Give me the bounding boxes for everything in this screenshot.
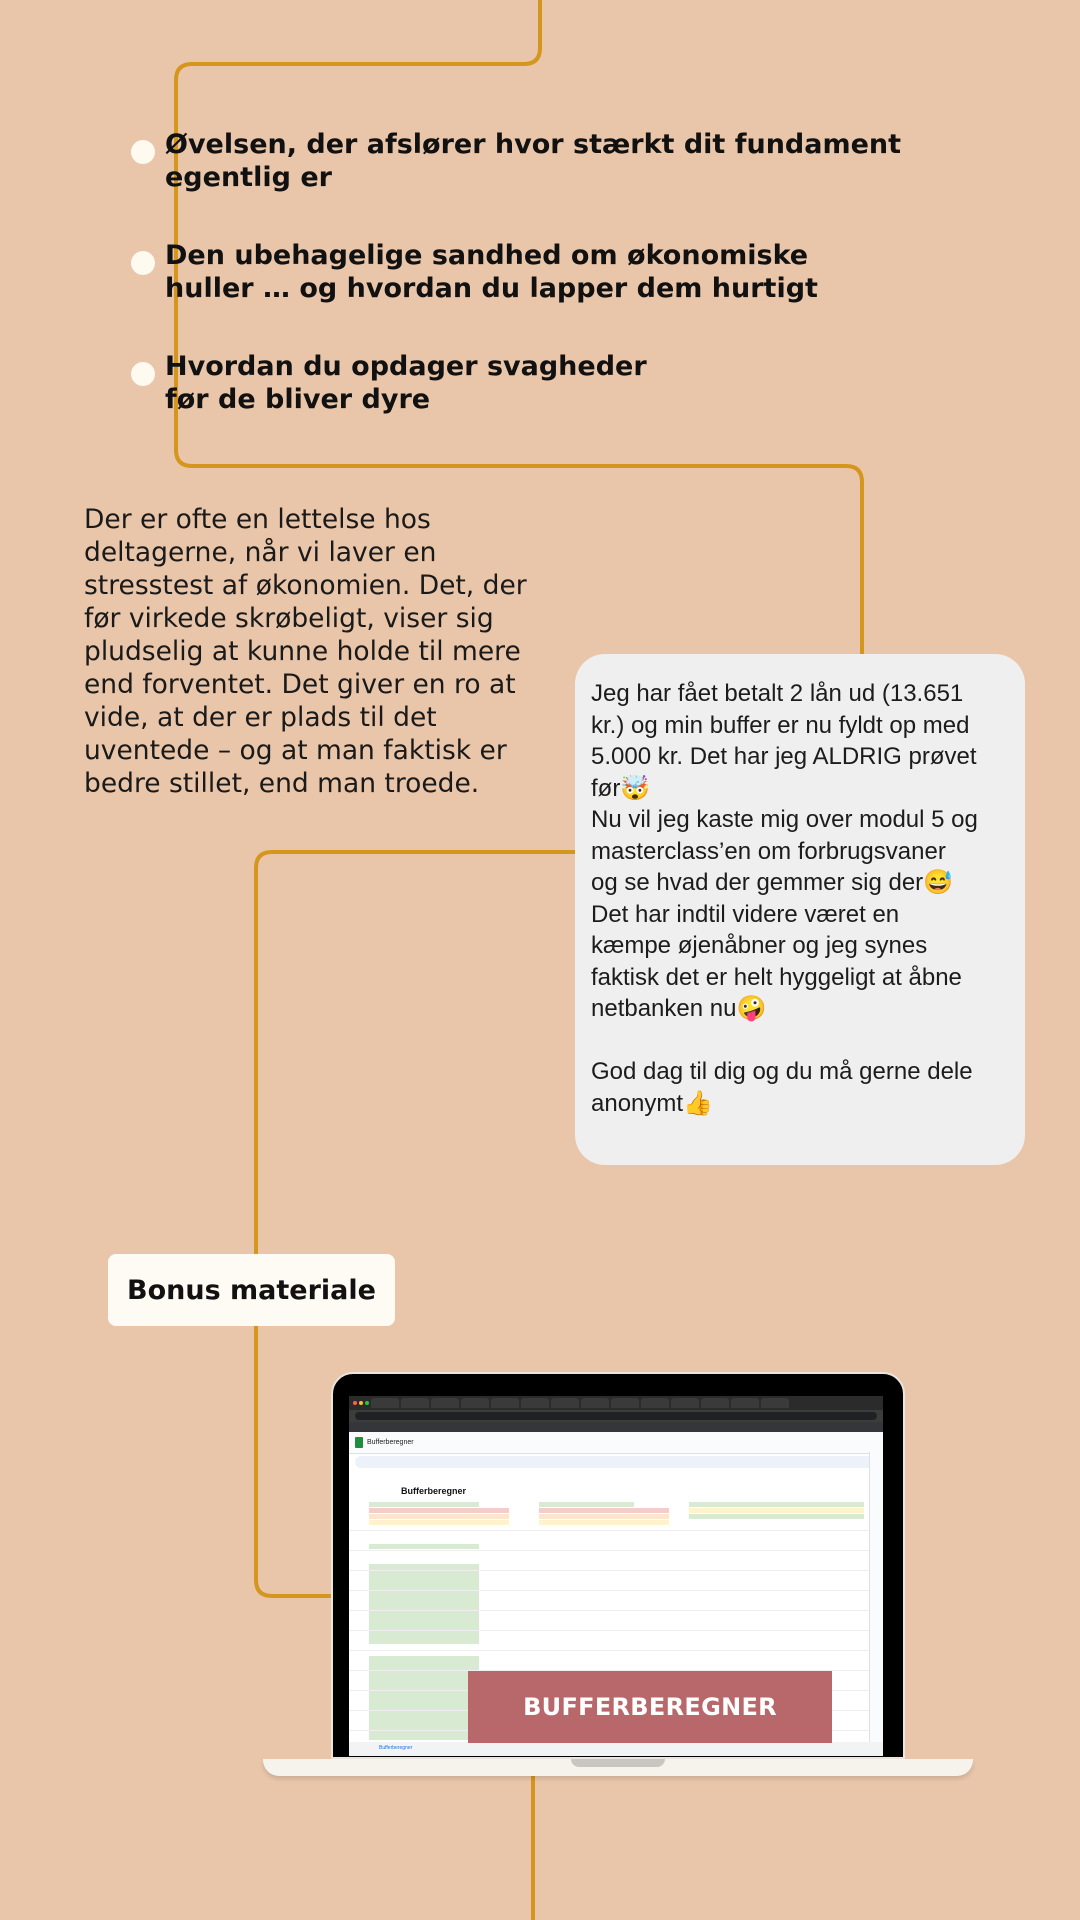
list-item-text: Øvelsen, der afslører hvor stærkt dit fundament egentlig er (165, 129, 902, 193)
maximize-dot-icon (365, 1401, 369, 1405)
testimonial-line: God dag til dig og du må gerne dele anonymt (591, 1058, 973, 1117)
cell-band (539, 1520, 669, 1525)
bonus-label: Bonus materiale (108, 1254, 395, 1326)
url-field (355, 1412, 877, 1420)
browser-tab (551, 1398, 579, 1408)
browser-tab (521, 1398, 549, 1408)
cell-band (369, 1564, 479, 1644)
testimonial-line: Det har indtil videre været en kæmpe øjenåbner og jeg synes faktisk det er helt hyggeligt at åbne netbanken nu (591, 900, 962, 1022)
browser-tab (401, 1398, 429, 1408)
cell-band (539, 1508, 669, 1513)
bullet-dot (131, 362, 155, 386)
browser-tab (581, 1398, 609, 1408)
browser-tab (761, 1398, 789, 1408)
cell-band (689, 1508, 864, 1513)
cell-band (539, 1514, 669, 1519)
grid-title: Bufferberegner (401, 1486, 467, 1496)
sheet-header (349, 1432, 883, 1454)
cell-band (539, 1502, 634, 1507)
sheet-tab-bar (349, 1742, 883, 1756)
zany-face-emoji-icon: 🤪 (736, 995, 767, 1022)
browser-urlbar (349, 1410, 883, 1422)
grid-line (349, 1530, 869, 1531)
sheet-toolbar (355, 1456, 877, 1468)
bullet-dot (131, 251, 155, 275)
thumbs-up-emoji-icon: 👍 (683, 1089, 713, 1117)
grid-line (349, 1590, 869, 1591)
body-paragraph: Der er ofte en lettelse hos deltagerne, når vi laver en stresstest af økonomien. Det, der før virkede skrøbeligt, viser sig pludselig at kunne holde til mere end forventet. Det giver en ro at vide, at der er plads til det uventede – og at man faktisk er bedre stillet, end man troede. (84, 504, 527, 799)
sheet-tab: Bufferberegner (379, 1745, 413, 1751)
browser-tab (461, 1398, 489, 1408)
browser-tab (611, 1398, 639, 1408)
grid-line (349, 1650, 869, 1651)
browser-tab (491, 1398, 519, 1408)
laptop-notch (571, 1759, 665, 1767)
sheets-logo-icon (355, 1437, 363, 1448)
cell-band (369, 1656, 479, 1740)
cell-band (369, 1544, 479, 1549)
list-item (165, 239, 965, 305)
list-item-text: Den ubehagelige sandhed om økonomiske huller … og hvordan du lapper dem hurtigt (165, 240, 818, 304)
cell-band (369, 1514, 509, 1519)
browser-tab (671, 1398, 699, 1408)
testimonial-text (591, 678, 1009, 1119)
grid-line (349, 1610, 869, 1611)
list-item (165, 350, 965, 416)
sheet-side-panel (869, 1452, 883, 1742)
cell-band (369, 1520, 509, 1525)
testimonial-line: Nu vil jeg kaste mig over modul 5 og masterclass’en om forbrugsvaner og se hvad der gemmer sig der (591, 806, 978, 896)
browser-tab (701, 1398, 729, 1408)
exploding-head-emoji-icon: 🤯 (620, 774, 651, 802)
testimonial-bubble (575, 654, 1025, 1165)
browser-tab (641, 1398, 669, 1408)
cell-band (369, 1508, 509, 1513)
browser-tab (731, 1398, 759, 1408)
cell-band (689, 1514, 864, 1519)
grid-line (349, 1550, 869, 1551)
browser-tab (371, 1398, 399, 1408)
sheet-title: Bufferberegner (367, 1439, 414, 1446)
browser-tabbar (349, 1396, 883, 1410)
minimize-dot-icon (359, 1401, 363, 1405)
close-dot-icon (353, 1401, 357, 1405)
grid-line (349, 1570, 869, 1571)
bufferberegner-button[interactable]: BUFFERBEREGNER (468, 1671, 832, 1743)
browser-tab (431, 1398, 459, 1408)
list-item-text: Hvordan du opdager svagheder før de bliver dyre (165, 351, 647, 415)
cell-band (369, 1502, 479, 1507)
bullet-dot (131, 140, 155, 164)
grinning-sweat-emoji-icon: 😅 (923, 869, 954, 896)
grid-line (349, 1630, 869, 1631)
cell-band (689, 1502, 864, 1507)
list-item (165, 128, 965, 194)
bookmarks-bar (349, 1422, 883, 1432)
testimonial-line: Jeg har fået betalt 2 lån ud (13.651 kr.) og min buffer er nu fyldt op med 5.000 kr. Det har jeg ALDRIG prøvet før (591, 680, 977, 802)
